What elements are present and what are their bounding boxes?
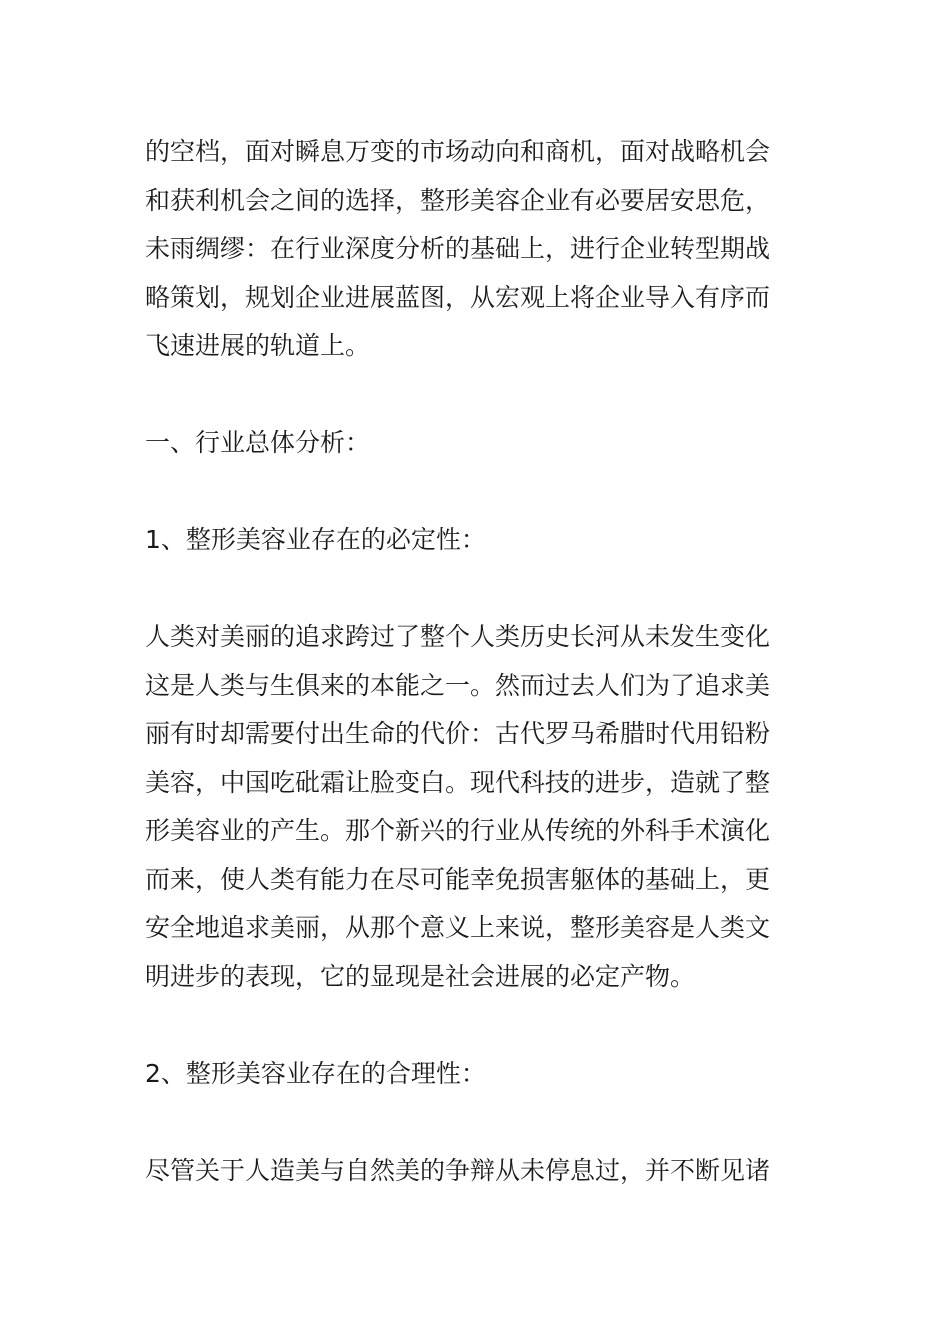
text-line: 和获利机会之间的选择，整形美容企业有必要居安思危， [145,185,771,215]
heading-line: 1、整形美容业存在的必定性： [145,525,486,554]
subsection-heading-1 [145,516,810,565]
text-line: 尽管关于人造美与自然美的争辩从未停息过，并不断见诸 [145,1155,771,1185]
heading-line: 一、行业总体分析： [145,428,371,457]
section-heading [145,419,810,468]
paragraph-rationality [145,1147,810,1196]
text-line: 飞速进展的轨道上。 [145,331,371,360]
heading-line: 2、整形美容业存在的合理性： [145,1058,486,1088]
text-line: 明进步的表现，它的显现是社会进展的必定产物。 [145,961,696,991]
document-body [145,128,810,1195]
text-line: 形美容业的产生。那个新兴的行业从传统的外科手术演化 [145,816,771,845]
paragraph-gap [145,1098,810,1147]
text-line: 未雨绸缪：在行业深度分析的基础上，进行企业转型期战 [145,234,771,263]
subsection-heading-2 [145,1050,810,1099]
paragraph-gap [145,1001,810,1050]
paragraph-gap [145,371,810,420]
paragraph-gap [145,468,810,517]
paragraph-gap [145,565,810,614]
paragraph-necessity [145,613,810,1001]
paragraph-intro [145,128,810,371]
text-line: 略策划，规划企业进展蓝图，从宏观上将企业导入有序而 [145,282,771,312]
text-line: 安全地追求美丽，从那个意义上来说，整形美容是人类文 [145,913,771,942]
text-line: 而来，使人类有能力在尽可能幸免损害躯体的基础上，更 [145,864,771,894]
text-line: 美容，中国吃砒霜让脸变白。现代科技的进步，造就了整 [145,767,771,797]
text-line: 人类对美丽的追求跨过了整个人类历史长河从未发生变化 [145,622,771,651]
text-line: 丽有时却需要付出生命的代价：古代罗马希腊时代用铅粉 [145,719,771,748]
text-line: 的空档，面对瞬息万变的市场动向和商机，面对战略机会 [145,137,771,166]
text-line: 这是人类与生俱来的本能之一。然而过去人们为了追求美 [145,670,771,700]
